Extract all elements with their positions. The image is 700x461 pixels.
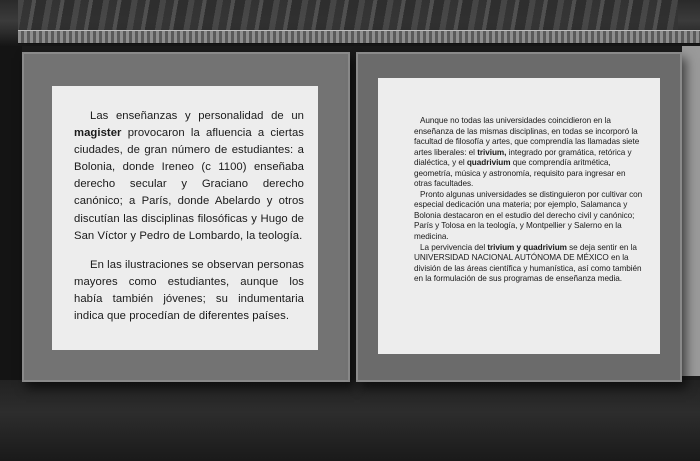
floor-shadow [0, 380, 700, 461]
adjacent-panel-edge [682, 46, 700, 376]
picture-rail [18, 30, 700, 44]
right-p1-bold-quadrivium: quadrivium [466, 158, 511, 168]
right-p1-bold-trivium: trivium, [477, 147, 507, 157]
right-p3-bold-trivium-quadrivium: trivium y quadrivium [487, 242, 567, 252]
right-paragraph-3 [414, 243, 644, 285]
wall-top [0, 0, 700, 46]
right-paragraph-2: Pronto algunas universidades se distinguieron por cultivar con especial dedicación una materia; por ejemplo, Salamanca y Bolonia destacaron en el estudio del derecho civil y canónico; París y Tolosa en la teología, y Montpellier y Salerno en la medicina. [414, 189, 643, 242]
left-paragraph-1 [74, 108, 304, 245]
left-p1-text-b: provocaron la afluencia a ciertas ciudades, de gran número de estudiantes: a Bolonia, donde Ireneo (c 1100) enseñaba derecho secular y Graciano derecho canónico; a París, donde Abelardo y otros discutían las disciplinas filosóficas y Hugo de San Víctor y Pedro de Lombardo, la teología. [74, 127, 304, 242]
right-paragraph-1 [414, 116, 644, 190]
right-p3-text-a: La pervivencia del [420, 242, 486, 252]
right-p1-text-a: Aunque no todas las universidades coincidieron en la enseñanza de las mismas disciplinas, en todas se incorporó la facultad de filosofía y artes, que comprendía las llamadas siete artes liberales: el [414, 116, 640, 157]
left-p1-bold-magister: magister [74, 127, 122, 140]
right-p3-text-b: se deja sentir en la UNIVERSIDAD NACIONAL AUTÓNOMA DE MÉXICO en la división de las áreas científica y humanística, así como también en la formulación de sus programas de enseñanza media. [414, 242, 642, 284]
left-p1-text-a: Las enseñanzas y personalidad de un [90, 110, 304, 122]
right-p1-text-c: que comprendía aritmética, geometría, música y astronomía, requisito para ingresar en otras facultades. [414, 158, 626, 189]
right-p1-text-b: integrado por gramática, retórica y dialéctica, y el [414, 147, 632, 168]
left-paragraph-2: En las ilustraciones se observan personas mayores como estudiantes, aunque los había también jóvenes; su indumentaria indica que procedían de diferentes países. [74, 258, 304, 323]
right-text-card [378, 78, 660, 354]
left-text-card [52, 86, 318, 350]
